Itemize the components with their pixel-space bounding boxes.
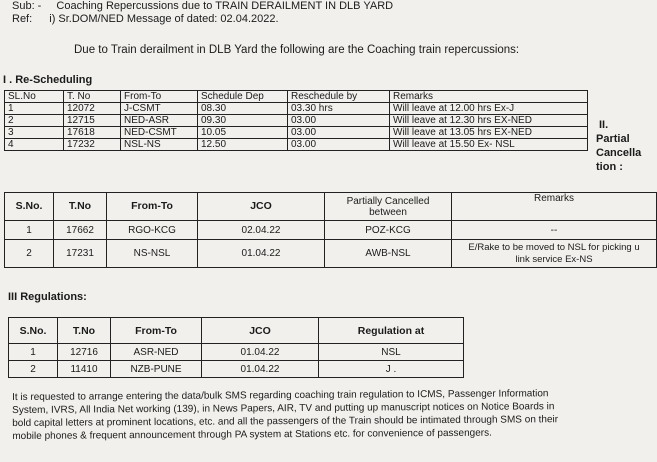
table-header-row: [5, 91, 588, 103]
col-header: S.No.: [5, 193, 54, 221]
col-header-partially-cancelled: [325, 193, 452, 221]
cell: 17232: [64, 139, 121, 151]
header-line: Partially Cancelled: [346, 195, 430, 207]
partial-cancellation-table: [4, 192, 657, 268]
cell: NED-ASR: [121, 115, 198, 127]
cell: 12716: [58, 344, 111, 361]
closing-line: System, IVRS, All India Net working (139), in News Papers, AIR, TV and putting up manuscript notices on Notice Boards in: [12, 401, 555, 416]
cell: 03.30 hrs: [288, 103, 390, 115]
subject-label: Sub: -: [12, 0, 42, 12]
cell: Will leave at 12.00 hrs Ex-J: [390, 103, 588, 115]
table-row: [9, 361, 464, 378]
col-header: From-To: [111, 318, 202, 344]
cell: 03.00: [288, 127, 390, 139]
table-row: [5, 139, 588, 151]
cell: 11410: [58, 361, 111, 378]
cell: J .: [319, 361, 464, 378]
cell: 03.00: [288, 115, 390, 127]
cell: 02.04.22: [198, 221, 325, 240]
col-header: From-To: [121, 91, 198, 103]
closing-line: bold capital letters at prominent locations, etc. and all the passengers of the Train should be intimated through SMS on their: [12, 414, 559, 429]
cell: Will leave at 13.05 hrs EX-NED: [390, 127, 588, 139]
col-header: Schedule Dep: [198, 91, 288, 103]
cell-remark: [452, 240, 657, 268]
reference-label: Ref:: [12, 13, 33, 25]
cell: ASR-NED: [111, 344, 202, 361]
cell: --: [452, 221, 657, 240]
cell: 08.30: [198, 103, 288, 115]
cell: AWB-NSL: [325, 240, 452, 268]
remark-line: link service Ex-NS: [515, 253, 593, 265]
cell: RGO-KCG: [107, 221, 198, 240]
regulations-table: [8, 317, 464, 378]
cell: 12715: [64, 115, 121, 127]
table-row: [5, 115, 588, 127]
section2-title-line: Cancella: [596, 147, 642, 159]
section2-title: [596, 118, 656, 174]
section3-title: III Regulations:: [8, 291, 87, 303]
cell: Will leave at 15.50 Ex- NSL: [390, 139, 588, 151]
section2-title-line: II.: [599, 119, 609, 131]
col-header: Remarks: [452, 193, 657, 221]
col-header: JCO: [202, 318, 319, 344]
cell: 4: [5, 139, 64, 151]
cell: 09.30: [198, 115, 288, 127]
col-header: T.No: [58, 318, 111, 344]
section1-title: I . Re-Scheduling: [3, 74, 93, 86]
cell: 17618: [64, 127, 121, 139]
cell: 01.04.22: [202, 361, 319, 378]
closing-line: mobile phones & frequent announcement through PA system at Stations etc. for convenience of passengers.: [12, 427, 492, 442]
closing-line: It is requested to arrange entering the data/bulk SMS regarding coaching train regulation to ICMS, Passenger Information: [12, 388, 549, 403]
section2-title-line: tion :: [596, 161, 623, 173]
col-header: JCO: [198, 193, 325, 221]
cell: 1: [9, 344, 58, 361]
reference-line: [12, 13, 279, 25]
remark-line: E/Rake to be moved to NSL for picking u: [468, 241, 640, 253]
subject-line: [12, 0, 393, 12]
col-header: T. No: [64, 91, 121, 103]
cell: NED-CSMT: [121, 127, 198, 139]
table-row: [5, 127, 588, 139]
col-header: S.No.: [9, 318, 58, 344]
cell: 1: [5, 221, 54, 240]
cell: 10.05: [198, 127, 288, 139]
table-row: [5, 221, 657, 240]
table-row: [5, 240, 657, 268]
cell: 03.00: [288, 139, 390, 151]
subject-text: Coaching Repercussions due to TRAIN DERAILMENT IN DLB YARD: [56, 0, 394, 12]
cell: 3: [5, 127, 64, 139]
table-row: [5, 103, 588, 115]
cell: J-CSMT: [121, 103, 198, 115]
cell: 1: [5, 103, 64, 115]
col-header: From-To: [107, 193, 198, 221]
cell: 01.04.22: [202, 344, 319, 361]
rescheduling-table: [4, 90, 588, 151]
cell: NS-NSL: [107, 240, 198, 268]
reference-text: i) Sr.DOM/NED Message of dated: 02.04.2022.: [49, 13, 279, 25]
col-header: Reschedule by: [288, 91, 390, 103]
cell: NZB-PUNE: [111, 361, 202, 378]
closing-paragraph: [12, 386, 657, 443]
cell: 01.04.22: [198, 240, 325, 268]
table-row: [9, 344, 464, 361]
cell: Will leave at 12.30 hrs EX-NED: [390, 115, 588, 127]
section2-title-line: Partial: [596, 133, 630, 145]
col-header: Regulation at: [319, 318, 464, 344]
cell: 12072: [64, 103, 121, 115]
cell: 2: [5, 115, 64, 127]
cell: 12.50: [198, 139, 288, 151]
table-header-row: [5, 193, 657, 221]
cell: 17231: [54, 240, 107, 268]
cell: POZ-KCG: [325, 221, 452, 240]
cell: NSL: [319, 344, 464, 361]
intro-text: Due to Train derailment in DLB Yard the following are the Coaching train repercussions:: [74, 44, 520, 56]
header-line: between: [369, 206, 407, 218]
col-header: T.No: [54, 193, 107, 221]
table-header-row: [9, 318, 464, 344]
col-header: Remarks: [390, 91, 588, 103]
cell: 17662: [54, 221, 107, 240]
cell: NSL-NS: [121, 139, 198, 151]
cell: 2: [9, 361, 58, 378]
col-header: SL.No: [5, 91, 64, 103]
cell: 2: [5, 240, 54, 268]
